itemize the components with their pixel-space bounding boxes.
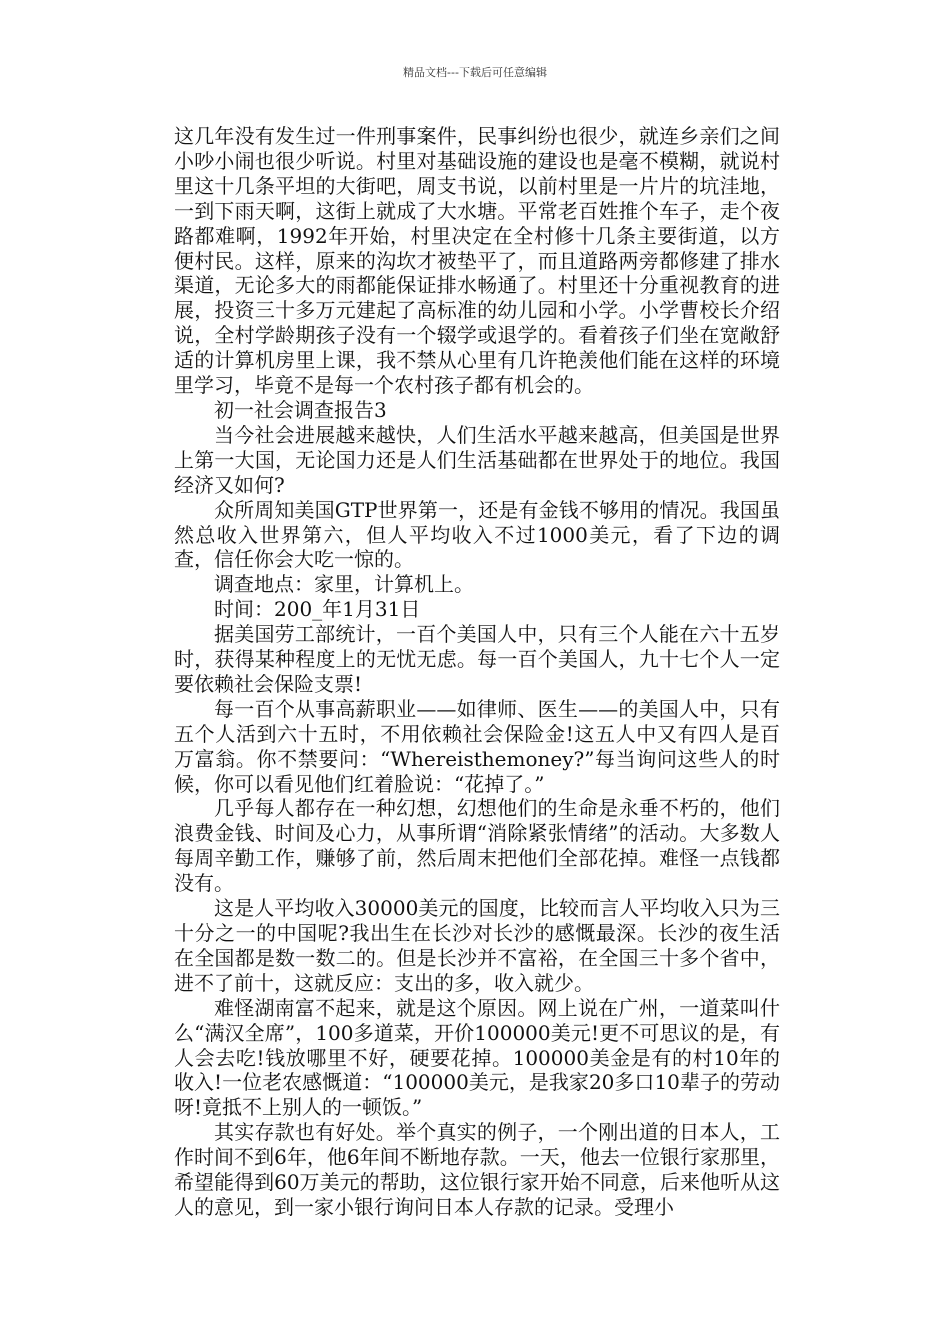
paragraph-11: 难怪湖南富不起来，就是这个原因。网上说在广州，一道菜叫什么“满汉全席”，100多道菜，开价100000美元!更不可思议的是，有人会去吃!钱放哪里不好，硬要花掉。100000美金是有的村10年的收入!一位老农感慨道：“100000美元，是我家20多口10辈子的劳动呀!竟抵不上别人的一顿饭。” <box>174 995 780 1120</box>
paragraph-4: 众所周知美国GTP世界第一，还是有金钱不够用的情况。我国虽然总收入世界第六，但人平均收入不过1000美元，看了下边的调查，信任你会大吃一惊的。 <box>174 497 780 572</box>
paragraph-1: 这几年没有发生过一件刑事案件，民事纠纷也很少，就连乡亲们之间小吵小闹也很少听说。村里对基础设施的建设也是毫不模糊，就说村里这十几条平坦的大街吧，周支书说，以前村里是一片片的坑洼地，一到下雨天啊，这街上就成了大水塘。平常老百姓推个车子，走个夜路都难啊，1992年开始，村里决定在全村修十几条主要街道，以方便村民。这样，原来的沟坎才被垫平了，而且道路两旁都修建了排水渠道，无论多大的雨都能保证排水畅通了。村里还十分重视教育的进展，投资三十多万元建起了高标准的幼儿园和小学。小学曹校长介绍说，全村学龄期孩子没有一个辍学或退学的。看着孩子们坐在宽敞舒适的计算机房里上课，我不禁从心里有几许艳羡他们能在这样的环境里学习，毕竟不是每一个农村孩子都有机会的。 <box>174 124 780 398</box>
paragraph-8: 每一百个从事高薪职业——如律师、医生——的美国人中，只有五个人活到六十五时，不用依赖社会保险金!这五人中又有四人是百万富翁。你不禁要问：“Whereisthemoney?”每当询问这些人的时候，你可以看见他们红着脸说：“花掉了。” <box>174 696 780 796</box>
paragraph-9: 几乎每人都存在一种幻想，幻想他们的生命是永垂不朽的，他们浪费金钱、时间及心力，从事所谓“消除紧张情绪”的活动。大多数人每周辛勤工作，赚够了前，然后周末把他们全部花掉。难怪一点钱都没有。 <box>174 796 780 896</box>
survey-location: 调查地点：家里，计算机上。 <box>214 572 474 597</box>
section-heading: 初一社会调查报告3 <box>214 397 387 422</box>
paragraph-3: 当今社会进展越来越快，人们生活水平越来越高，但美国是世界上第一大国，无论国力还是人们生活基础都在世界处于的地位。我国经济又如何? <box>174 422 780 497</box>
document-body <box>174 124 780 1220</box>
paragraph-7: 据美国劳工部统计，一百个美国人中，只有三个人能在六十五岁时，获得某种程度上的无忧无虑。每一百个美国人，九十七个人一定要依赖社会保险支票! <box>174 622 780 696</box>
page-header: 精品文档---下载后可任意编辑 <box>403 66 547 79</box>
paragraph-10: 这是人平均收入30000美元的国度，比较而言人平均收入只为三十分之一的中国呢?我出生在长沙对长沙的感慨最深。长沙的夜生活在全国都是数一数二的。但是长沙并不富裕，在全国三十多个省中，进不了前十，这就反应：支出的多，收入就少。 <box>174 896 780 995</box>
paragraph-12: 其实存款也有好处。举个真实的例子，一个刚出道的日本人，工作时间不到6年，他6年间不断地存款。一天，他去一位银行家那里，希望能得到60万美元的帮助，这位银行家开始不同意，后来他听从这人的意见，到一家小银行询问日本人存款的记录。受理小 <box>174 1120 780 1219</box>
survey-time: 时间：200_年1月31日 <box>214 597 421 622</box>
